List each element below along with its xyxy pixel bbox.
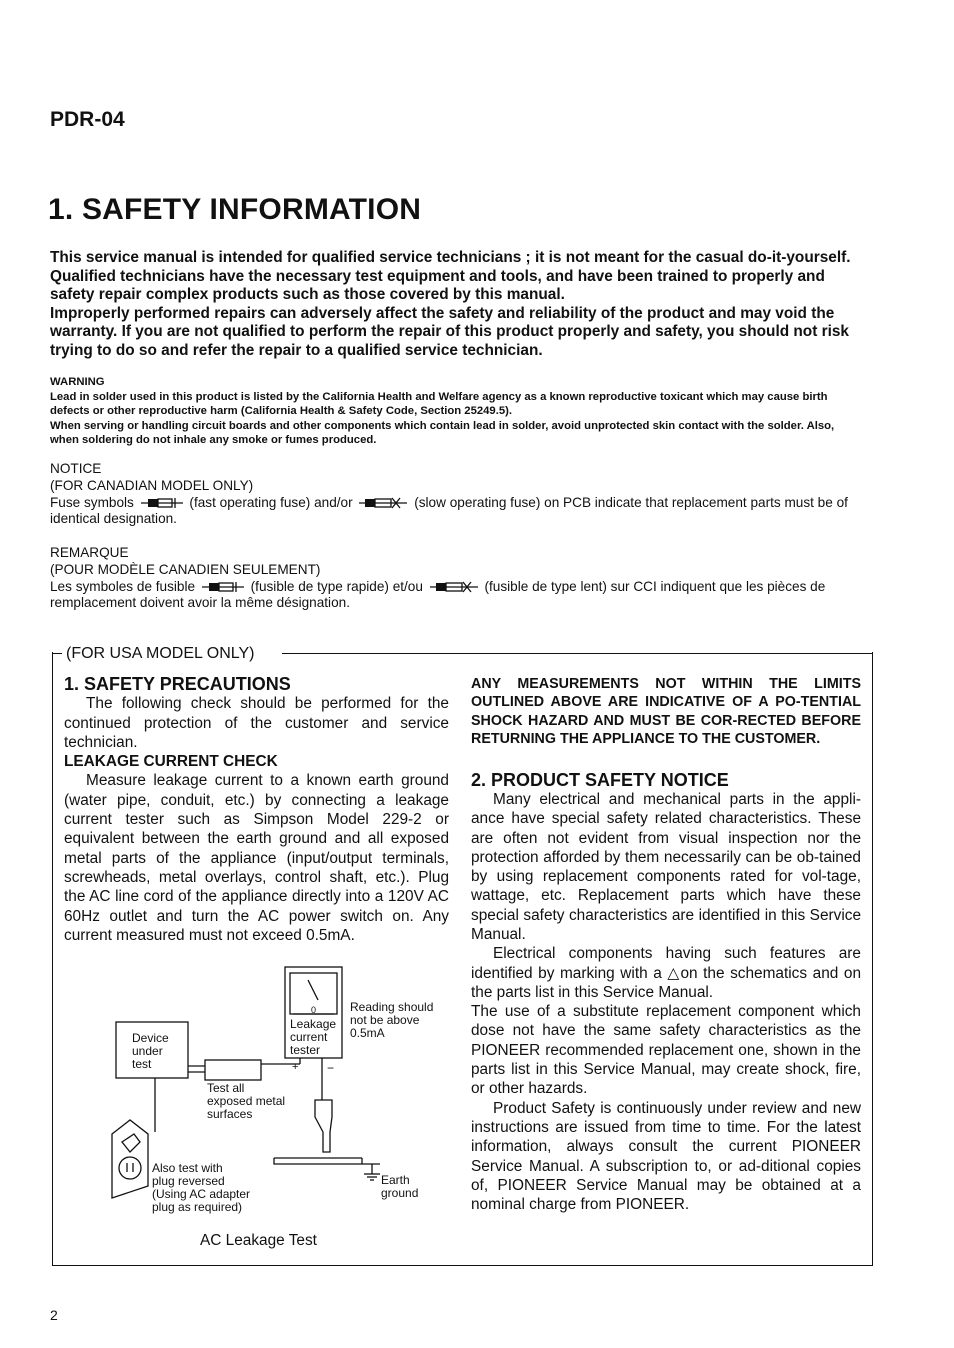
device-label: Device [132,1031,169,1045]
paragraph: Product Safety is continuously under review and new instructions are issued from time to time. For the latest information, always consult the current PIONEER Service Manual. A subscription to, or ad-ditional copies of, PIONEER Service Manual may be obtained at a nominal charge from PIONEER. [471,1099,861,1214]
notice-french [50,545,865,612]
notice-heading: NOTICE [50,461,102,476]
notice-heading: REMARQUE [50,545,129,560]
safety-precautions-column [64,675,449,945]
fast-fuse-icon [202,581,244,593]
plug-reversed-label: plug reversed [152,1174,225,1188]
model-number: PDR-04 [50,108,125,131]
product-safety-column [471,675,861,1214]
warning-paragraph: Lead in solder used in this product is listed by the California Health and Welfare agency as a known reproductive toxicant which may cause birth defects or other reproductive harm (California Health & Safety Code, Section 25249.5). [50,390,828,418]
plug-reversed-label: plug as required) [152,1200,243,1214]
warning-paragraph: When serving or handling circuit boards and other components which contain lead in solder, avoid unprotected skin contact with the solder. Also, when soldering do not inhale any smoke or fumes produced. [50,419,835,447]
device-label: under [132,1044,163,1058]
notice-text [50,579,865,613]
notice-text-part: (fast operating fuse) and/or [189,494,353,510]
notice-text-part: (slow operating fuse) on PCB indicate that replacement parts must be of identical designation. [50,494,848,527]
frame-top-line [52,653,62,654]
frame-top-line [282,653,872,654]
diagram-caption: AC Leakage Test [200,1232,317,1249]
reading-label: 0.5mA [350,1026,385,1040]
notice-text-part: (fusible de type rapide) et/ou [250,578,423,594]
section-heading: 1. SAFETY PRECAUTIONS [64,674,291,694]
minus-terminal-label: − [327,1061,335,1075]
usa-model-label: (FOR USA MODEL ONLY) [62,645,258,663]
intro-text [50,249,865,361]
warning-heading: WARNING [50,376,105,388]
intro-paragraph: This service manual is intended for qualified service technicians ; it is not meant for the casual do-it-yourself. Qualified technicians have the necessary test equipment and tools, and have been trained to properly and safety repair complex products such as those covered by this manual. [50,249,851,304]
reading-label: Reading should [350,1000,434,1014]
page-title: 1. SAFETY INFORMATION [48,193,422,226]
notice-text-part: (fusible de type lent) sur CCI indiquent que les pièces de remplacement doivent avoir la même désignation. [50,578,826,611]
slow-fuse-icon [430,581,478,593]
subsection-heading: LEAKAGE CURRENT CHECK [64,753,278,771]
notice-text-part: Les symboles de fusible [50,578,196,594]
measurement-warning: ANY MEASUREMENTS NOT WITHIN THE LIMITS OUTLINED ABOVE ARE INDICATIVE OF A PO-TENTIAL SHOCK HAZARD AND MUST BE COR-RECTED BEFORE RETURNING THE APPLIANCE TO THE CUSTOMER. [471,676,861,748]
notice-english [50,461,865,528]
test-surfaces-label: exposed metal [207,1094,286,1108]
paragraph: Electrical components having such features are identified by marking with a △on the schematics and on the parts list in this Service Manual. [471,945,861,1001]
notice-text-part: Fuse symbols [50,494,134,510]
tester-label: current [290,1030,328,1044]
notice-scope: (FOR CANADIAN MODEL ONLY) [50,477,254,493]
tester-label: Leakage [290,1017,337,1031]
paragraph: Many electrical and mechanical parts in the appli-ance have special safety related characteristics. These are often not evident from visual inspection nor the protection afforded by them necessarily can be ob-tained by using replacement components rated for vol-tage, wattage, etc. Replacement parts which have these special safety characteristics are identified in this Service Manual. [471,790,861,943]
notice-text [50,495,865,529]
page-number: 2 [50,1307,58,1323]
plug-reversed-label: Also test with [152,1161,223,1175]
reading-label: not be above [350,1013,420,1027]
earth-ground-label: ground [381,1186,419,1200]
notice-scope: (POUR MODÈLE CANADIEN SEULEMENT) [50,561,321,577]
plus-terminal-label: + [292,1061,299,1073]
intro-paragraph: Improperly performed repairs can adversely affect the safety and reliability of the product and may void the warranty. If you are not qualified to perform the repair of this product properly and safety, you should not risk trying to do so and refer the repair to a qualified service technician. [50,304,849,359]
ac-leakage-test-diagram [100,962,450,1224]
test-surfaces-label: surfaces [207,1107,253,1121]
fast-fuse-icon [141,497,183,509]
paragraph: The use of a substitute replacement component which dose not have the same safety characteristics as the PIONEER recommended replacement one, shown in the parts list in this Service Manual, may create shock, fire, or other hazards. [471,1003,861,1098]
earth-ground-label: Earth [381,1173,410,1187]
paragraph: Measure leakage current to a known earth ground (water pipe, conduit, etc.) by connecting a leakage current tester such as Simpson Model 229-2 or equivalent between the earth ground and all exposed metal parts of the appliance (input/output terminals, screwheads, metal overlays, control shaft, etc.). Plug the AC line cord of the appliance directly into a 120V AC 60Hz outlet and turn the AC power switch on. Any current measured must not exceed 0.5mA. [64,772,449,944]
test-surfaces-label: Test all [207,1081,245,1095]
warning-section [50,375,865,448]
device-label: test [132,1057,152,1071]
wall-outlet-icon [112,1120,148,1198]
plug-reversed-label: (Using AC adapter [152,1187,251,1201]
paragraph: The following check should be performed for the continued protection of the customer and service technician. [64,695,449,751]
tester-label: tester [290,1043,321,1057]
slow-fuse-icon [359,497,407,509]
meter-zero-label: 0 [311,1005,317,1015]
section-heading: 2. PRODUCT SAFETY NOTICE [471,769,729,790]
